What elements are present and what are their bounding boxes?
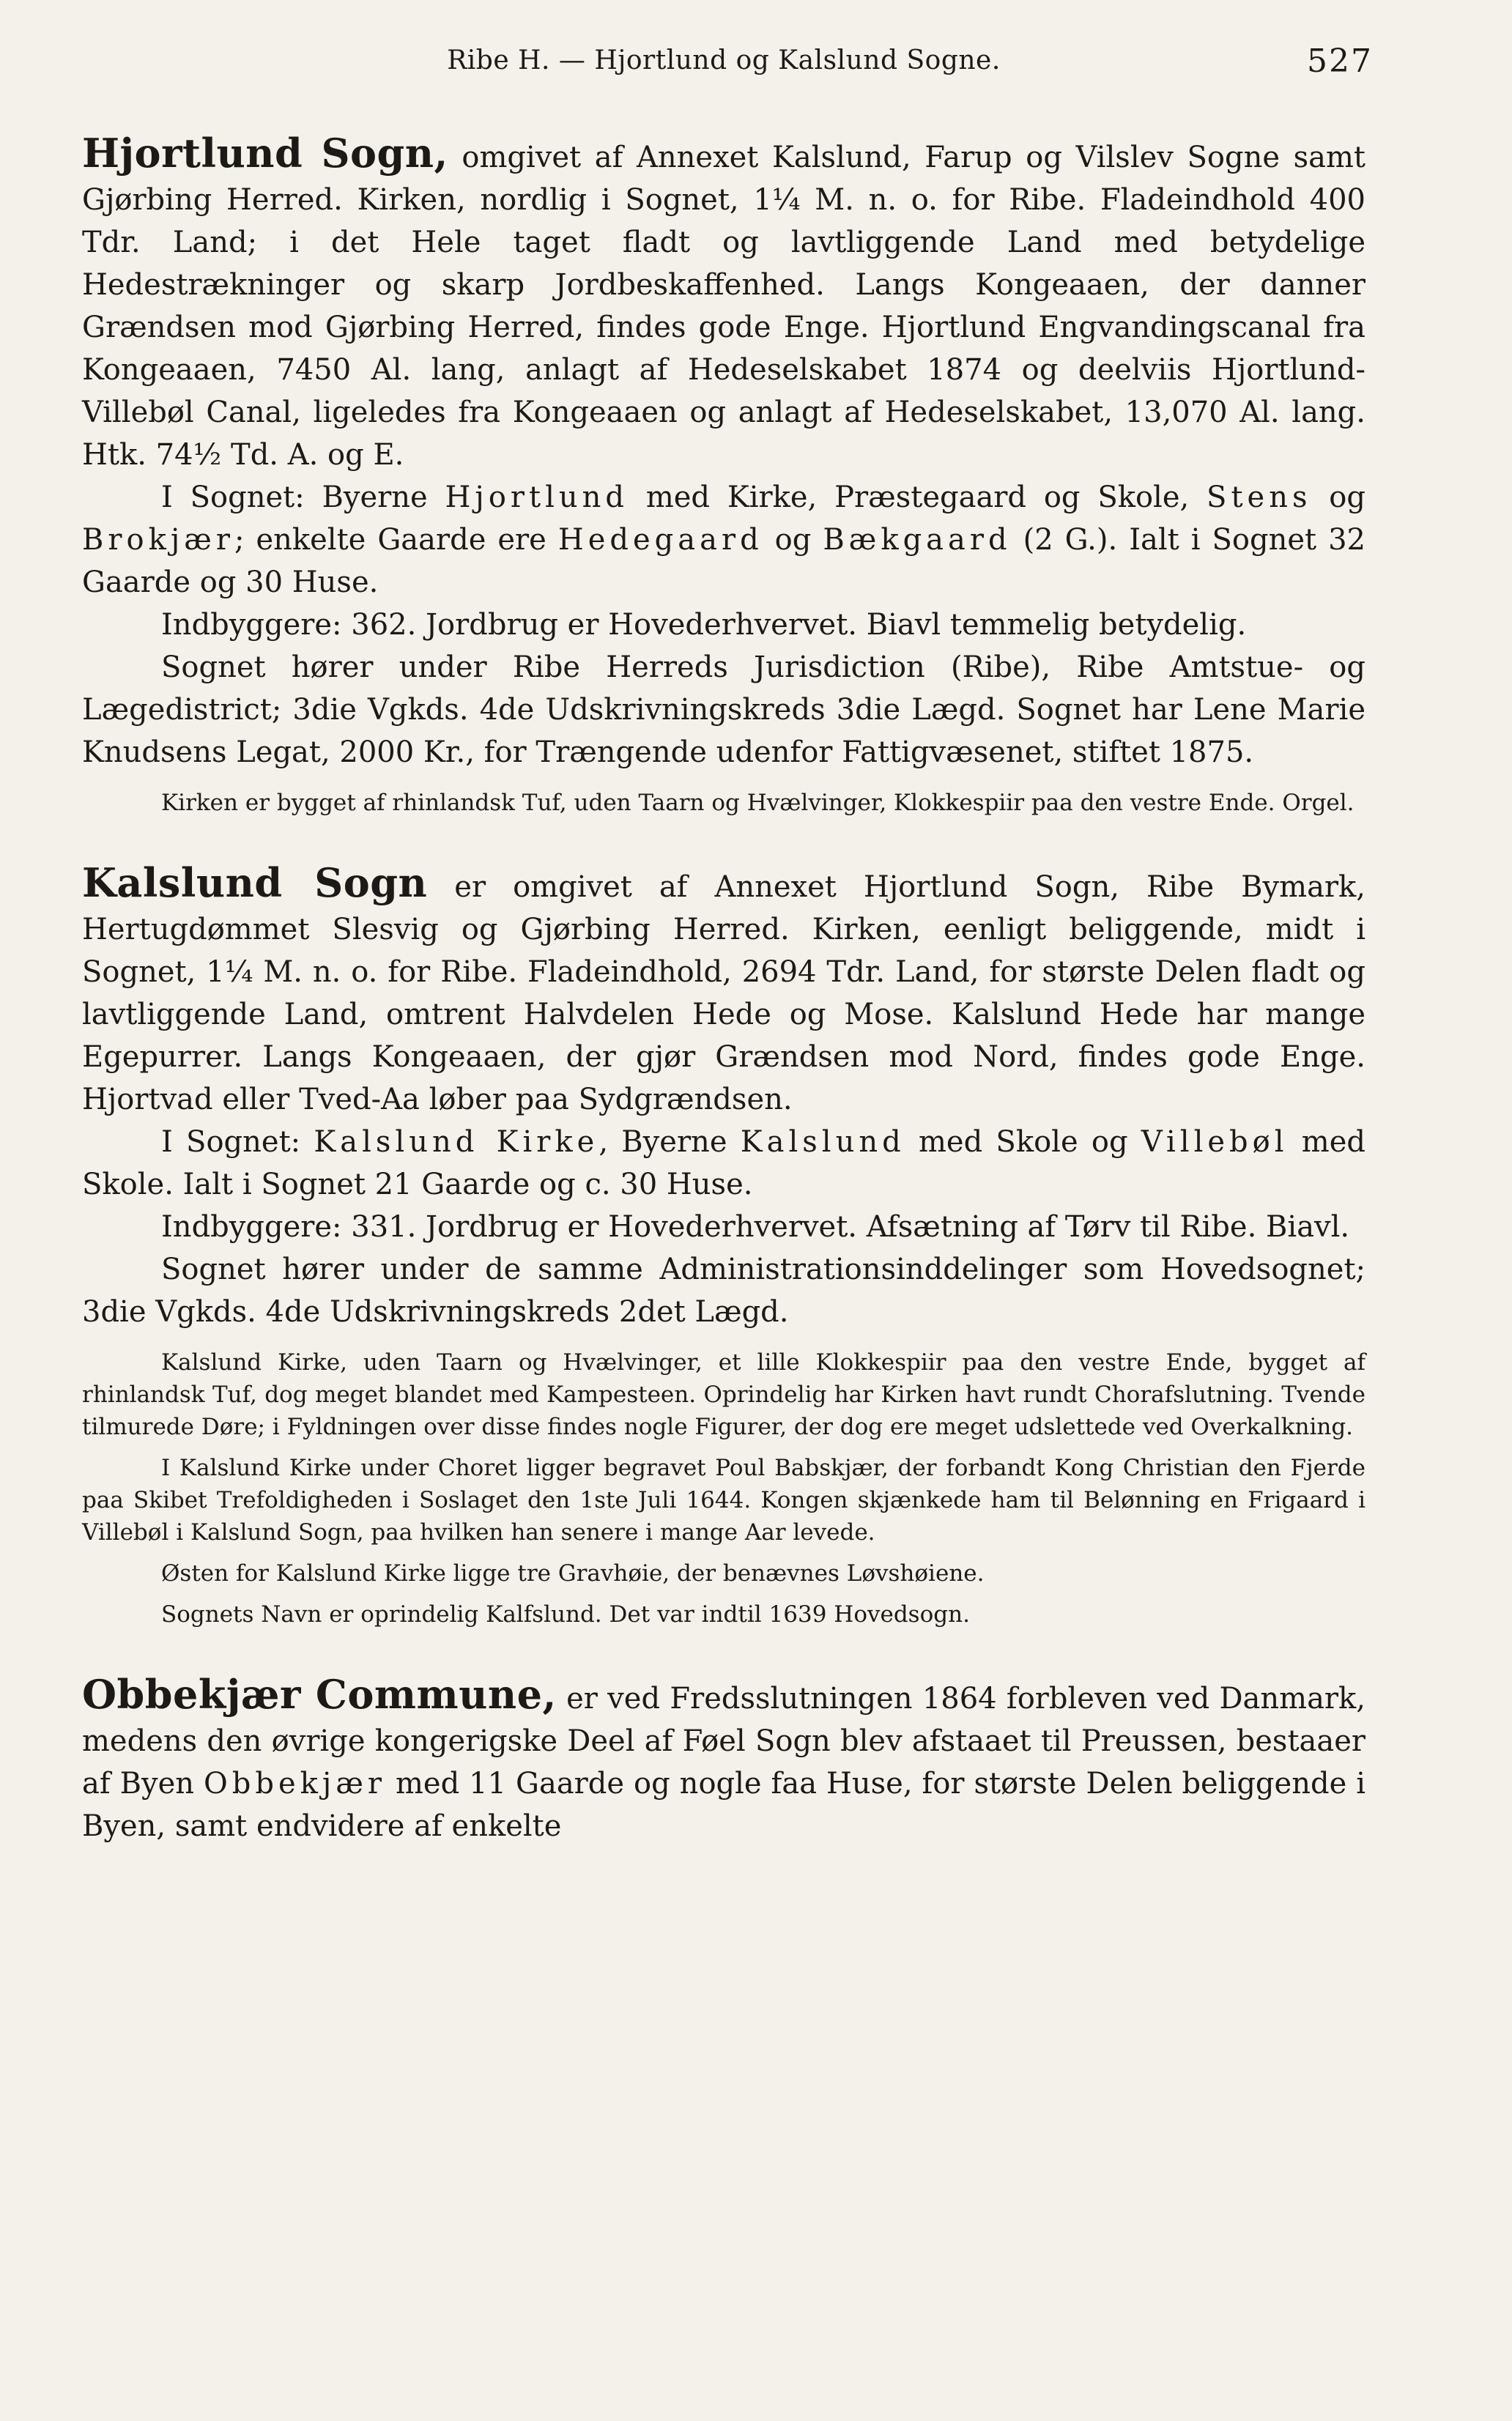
kalslund-population-paragraph: Indbyggere: 331. Jordbrug er Hovederhvervet. Afsætning af Tørv til Ribe. Biavl. [161,1210,1350,1244]
section-obbekjaer [82,1673,1365,1847]
text-run: med Kirke, Præstegaard og Skole, [629,481,1207,514]
hjortlund-intro-text: omgivet af Annexet Kalslund, Farup og Vilslev Sogne samt Gjørbing Herred. Kirken, nordlig i Sognet, 1¼ M. n. o. for Ribe. Fladeindhold 400 Tdr. Land; i det Hele taget fladt og lavtliggende Land med betydelige Hedestrækninger og skarp Jordbeskaffenhed. Langs Kongeaaen, der danner Grændsen mod Gjørbing Herred, findes gode Enge. Hjortlund Engvandingscanal fra Kongeaaen, 7450 Al. lang, anlagt af Hedeselskabet 1874 og deelviis Hjortlund-Villebøl Canal, ligeledes fra Kongeaaen og anlagt af Hedeselskabet, 13,070 Al. lang. Htk. 74½ Td. A. og E. [82,141,1365,472]
kalslund-settlements-paragraph [82,1121,1365,1206]
text-run: (2 G.). Ialt i Sognet 32 Gaarde og 30 Huse. [82,523,1365,599]
hjortlund-jurisdiction-paragraph: Sognet hører under Ribe Herreds Jurisdiction (Ribe), Ribe Amtstue- og Lægedistrict; 3die Vgkds. 4de Udskrivningskreds 3die Lægd. Sognet har Lene Marie Knudsens Legat, 2000 Kr., for Trængende udenfor Fattigvæsenet, stiftet 1875. [82,650,1365,769]
text-run: med Skole. Ialt i Sognet 21 Gaarde og c. 30 Huse. [82,1125,1365,1201]
place-name: Bækgaard [823,523,1012,557]
text-run: ; enkelte Gaarde ere [234,523,558,557]
text-run: er ved Fredsslutningen 1864 forbleven ved Danmark, medens den øvrige kongerigske Deel af Føel Sogn blev afstaaet til Preussen, bestaaer af Byen [82,1682,1365,1801]
text-run: I Sognet: Byerne [161,481,445,514]
text-run: og [1311,481,1365,514]
text-run: I Sognet: [161,1125,314,1159]
place-name: Villebøl [1141,1125,1289,1159]
text-run: med Skole og [905,1125,1141,1159]
section-kalslund [82,861,1365,1631]
running-head [82,42,1373,89]
obbekjaer-heading: Obbekjær Commune, [82,1671,557,1718]
text-run: , Byerne [598,1125,741,1159]
kalslund-church-note: Kalslund Kirke, uden Taarn og Hvælvinger, et lille Klokkespiir paa den vestre Ende, bygget af rhinlandsk Tuf, dog meget blandet med Kampesteen. Oprindelig har Kirken havt rundt Chorafslutning. Tvende tilmurede Døre; i Fyldningen over disse findes nogle Figurer, der dog ere meget udslettede ved Overkalkning. [82,1349,1365,1440]
kalslund-name-note: Sognets Navn er oprindelig Kalfslund. Det var indtil 1639 Hovedsogn. [161,1601,970,1628]
place-name: Kalslund Kirke [314,1125,599,1159]
kalslund-jurisdiction-paragraph: Sognet hører under de samme Administrationsinddelinger som Hovedsognet; 3die Vgkds. 4de Udskrivningskreds 2det Lægd. [82,1253,1365,1329]
obbekjaer-paragraph [82,1673,1365,1847]
hjortlund-church-note: Kirken er bygget af rhinlandsk Tuf, uden Taarn og Hvælvinger, Klokkespiir paa den vestre Ende. Orgel. [161,790,1354,816]
kalslund-intro-text: er omgivet af Annexet Hjortlund Sogn, Ribe Bymark, Hertugdømmet Slesvig og Gjørbing Herred. Kirken, eenligt beliggende, midt i Sognet, 1¼ M. n. o. for Ribe. Fladeindhold, 2694 Tdr. Land, for største Delen fladt og lavtliggende Land, omtrent Halvdelen Hede og Mose. Kalslund Hede har mange Egepurrer. Langs Kongeaaen, der gjør Grændsen mod Nord, findes gode Enge. Hjortvad eller Tved-Aa løber paa Sydgrændsen. [82,870,1365,1116]
place-name: Hjortlund [445,481,629,514]
place-name: Hedegaard [557,523,763,557]
kalslund-barrows-note: Østen for Kalslund Kirke ligge tre Gravhøie, der benævnes Løvshøiene. [161,1560,985,1587]
section-hjortlund [82,132,1365,819]
hjortlund-heading: Hjortlund Sogn, [82,130,448,177]
place-name: Stens [1207,481,1312,514]
place-name: Brokjær [82,523,234,557]
hjortlund-settlements-paragraph [82,476,1365,604]
place-name: Obbekjær [204,1767,387,1801]
running-head-title: Ribe H. — Hjortlund og Kalslund Sogne. [447,45,1001,75]
hjortlund-intro-paragraph [82,132,1365,476]
text-run: med 11 Gaarde og nogle faa Huse, for største Delen beliggende i Byen, samt endvidere af enkelte [82,1767,1365,1843]
page-number: 527 [1307,42,1373,80]
hjortlund-population-paragraph: Indbyggere: 362. Jordbrug er Hovederhvervet. Biavl temmelig betydelig. [161,608,1247,642]
place-name: Kalslund [740,1125,905,1159]
text-run: og [763,523,823,557]
kalslund-intro-paragraph [82,861,1365,1121]
kalslund-burial-note: I Kalslund Kirke under Choret ligger begravet Poul Babskjær, der forbandt Kong Christian den Fjerde paa Skibet Trefoldigheden i Soslaget den 1ste Juli 1644. Kongen skjænkede ham til Belønning en Frigaard i Villebøl i Kalslund Sogn, paa hvilken han senere i mange Aar levede. [82,1455,1365,1546]
kalslund-heading: Kalslund Sogn [82,859,428,906]
